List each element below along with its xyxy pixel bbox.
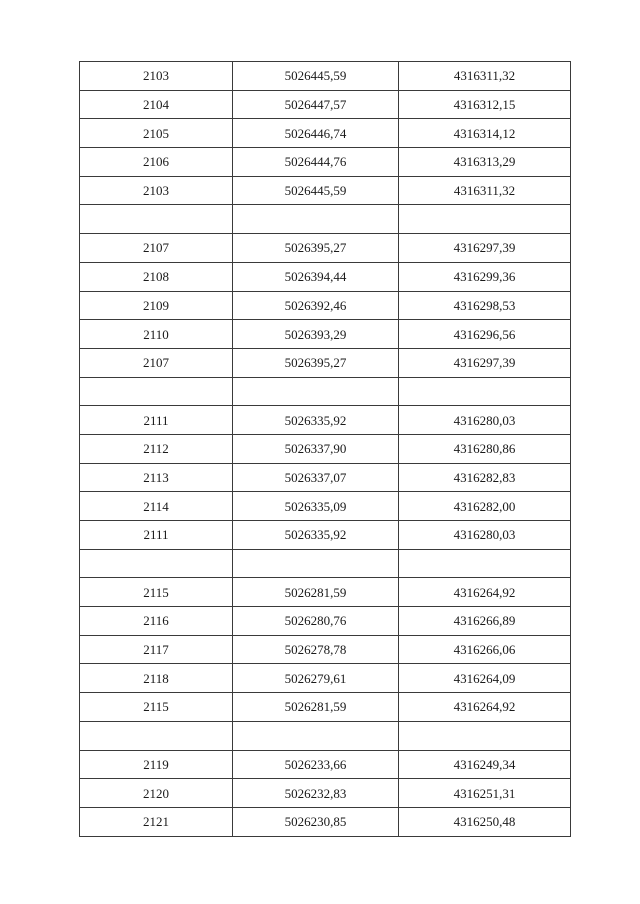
y-coordinate-cell: 4316264,92	[399, 578, 571, 607]
x-coordinate-cell	[233, 205, 399, 234]
x-coordinate-cell: 5026335,92	[233, 521, 399, 550]
x-coordinate-cell: 5026394,44	[233, 262, 399, 291]
y-coordinate-cell: 4316311,32	[399, 62, 571, 91]
x-coordinate-cell: 5026278,78	[233, 635, 399, 664]
x-coordinate-cell: 5026446,74	[233, 119, 399, 148]
x-coordinate-cell: 5026444,76	[233, 148, 399, 177]
x-coordinate-cell: 5026392,46	[233, 291, 399, 320]
y-coordinate-cell: 4316312,15	[399, 90, 571, 119]
x-coordinate-cell	[233, 721, 399, 750]
point-number-cell: 2116	[80, 607, 233, 636]
table-row	[80, 320, 571, 349]
table-row	[80, 693, 571, 722]
table-row	[80, 779, 571, 808]
table-row	[80, 521, 571, 550]
point-number-cell: 2109	[80, 291, 233, 320]
table-row	[80, 807, 571, 836]
point-number-cell	[80, 721, 233, 750]
x-coordinate-cell: 5026233,66	[233, 750, 399, 779]
y-coordinate-cell: 4316264,92	[399, 693, 571, 722]
point-number-cell: 2111	[80, 406, 233, 435]
y-coordinate-cell: 4316280,86	[399, 434, 571, 463]
x-coordinate-cell: 5026445,59	[233, 176, 399, 205]
table-row	[80, 262, 571, 291]
separator-row	[80, 377, 571, 406]
y-coordinate-cell	[399, 721, 571, 750]
x-coordinate-cell: 5026230,85	[233, 807, 399, 836]
x-coordinate-cell: 5026232,83	[233, 779, 399, 808]
x-coordinate-cell: 5026281,59	[233, 578, 399, 607]
y-coordinate-cell: 4316251,31	[399, 779, 571, 808]
point-number-cell: 2115	[80, 578, 233, 607]
point-number-cell	[80, 549, 233, 578]
table-row	[80, 664, 571, 693]
point-number-cell: 2105	[80, 119, 233, 148]
table-row	[80, 234, 571, 263]
point-number-cell: 2113	[80, 463, 233, 492]
y-coordinate-cell: 4316313,29	[399, 148, 571, 177]
point-number-cell: 2104	[80, 90, 233, 119]
point-number-cell	[80, 205, 233, 234]
y-coordinate-cell: 4316250,48	[399, 807, 571, 836]
table-row	[80, 90, 571, 119]
point-number-cell: 2106	[80, 148, 233, 177]
table-row	[80, 119, 571, 148]
y-coordinate-cell: 4316282,00	[399, 492, 571, 521]
x-coordinate-cell	[233, 549, 399, 578]
point-number-cell: 2117	[80, 635, 233, 664]
table-row	[80, 148, 571, 177]
y-coordinate-cell: 4316299,36	[399, 262, 571, 291]
y-coordinate-cell: 4316298,53	[399, 291, 571, 320]
x-coordinate-cell: 5026280,76	[233, 607, 399, 636]
table-row	[80, 406, 571, 435]
separator-row	[80, 205, 571, 234]
y-coordinate-cell: 4316264,09	[399, 664, 571, 693]
y-coordinate-cell	[399, 549, 571, 578]
table-row	[80, 607, 571, 636]
table-row	[80, 578, 571, 607]
table-row	[80, 750, 571, 779]
point-number-cell: 2108	[80, 262, 233, 291]
point-number-cell: 2103	[80, 176, 233, 205]
point-number-cell: 2121	[80, 807, 233, 836]
y-coordinate-cell: 4316297,39	[399, 234, 571, 263]
point-number-cell: 2107	[80, 348, 233, 377]
separator-row	[80, 721, 571, 750]
table-row	[80, 635, 571, 664]
x-coordinate-cell: 5026395,27	[233, 348, 399, 377]
point-number-cell: 2119	[80, 750, 233, 779]
table-row	[80, 348, 571, 377]
x-coordinate-cell: 5026395,27	[233, 234, 399, 263]
x-coordinate-cell: 5026279,61	[233, 664, 399, 693]
point-number-cell: 2120	[80, 779, 233, 808]
y-coordinate-cell: 4316266,06	[399, 635, 571, 664]
x-coordinate-cell: 5026337,90	[233, 434, 399, 463]
point-number-cell: 2107	[80, 234, 233, 263]
table-row	[80, 291, 571, 320]
point-number-cell: 2115	[80, 693, 233, 722]
x-coordinate-cell: 5026445,59	[233, 62, 399, 91]
y-coordinate-cell	[399, 377, 571, 406]
coordinates-table-body	[80, 62, 571, 837]
point-number-cell: 2114	[80, 492, 233, 521]
point-number-cell	[80, 377, 233, 406]
table-row	[80, 62, 571, 91]
point-number-cell: 2112	[80, 434, 233, 463]
y-coordinate-cell: 4316249,34	[399, 750, 571, 779]
point-number-cell: 2103	[80, 62, 233, 91]
y-coordinate-cell: 4316296,56	[399, 320, 571, 349]
y-coordinate-cell	[399, 205, 571, 234]
x-coordinate-cell	[233, 377, 399, 406]
x-coordinate-cell: 5026281,59	[233, 693, 399, 722]
table-row	[80, 176, 571, 205]
table-row	[80, 492, 571, 521]
y-coordinate-cell: 4316314,12	[399, 119, 571, 148]
y-coordinate-cell: 4316280,03	[399, 406, 571, 435]
point-number-cell: 2110	[80, 320, 233, 349]
y-coordinate-cell: 4316311,32	[399, 176, 571, 205]
table-row	[80, 434, 571, 463]
y-coordinate-cell: 4316280,03	[399, 521, 571, 550]
x-coordinate-cell: 5026393,29	[233, 320, 399, 349]
point-number-cell: 2111	[80, 521, 233, 550]
table-row	[80, 463, 571, 492]
x-coordinate-cell: 5026337,07	[233, 463, 399, 492]
x-coordinate-cell: 5026447,57	[233, 90, 399, 119]
coordinates-table	[79, 61, 571, 837]
y-coordinate-cell: 4316266,89	[399, 607, 571, 636]
point-number-cell: 2118	[80, 664, 233, 693]
separator-row	[80, 549, 571, 578]
y-coordinate-cell: 4316297,39	[399, 348, 571, 377]
x-coordinate-cell: 5026335,92	[233, 406, 399, 435]
y-coordinate-cell: 4316282,83	[399, 463, 571, 492]
x-coordinate-cell: 5026335,09	[233, 492, 399, 521]
